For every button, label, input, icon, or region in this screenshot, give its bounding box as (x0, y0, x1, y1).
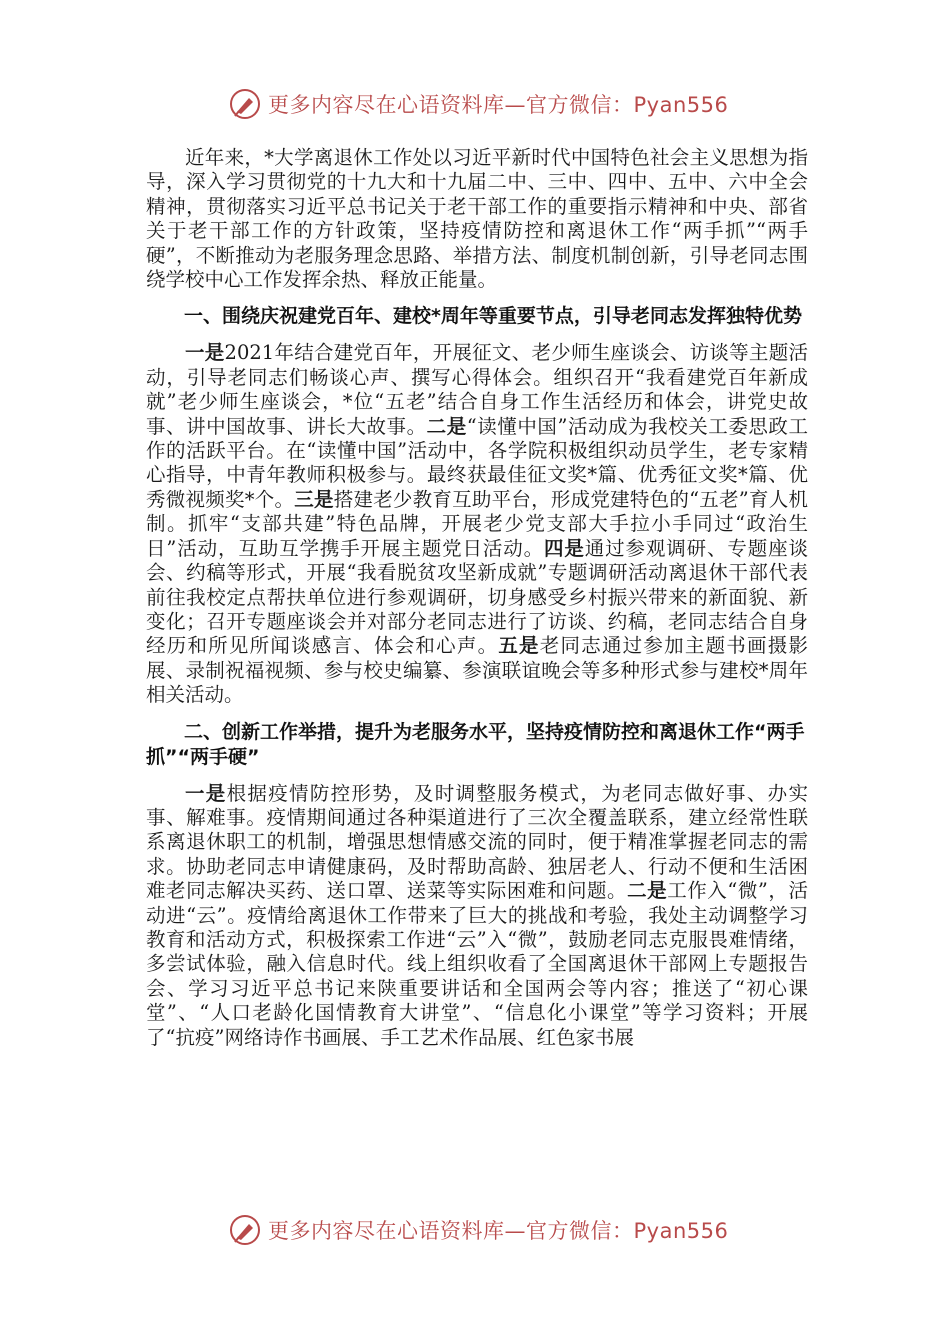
section-1-heading: 一、围绕庆祝建党百年、建校*周年等重要节点，引导老同志发挥独特优势 (184, 305, 802, 328)
document-body (146, 146, 808, 1050)
pen-nib-icon (228, 87, 262, 121)
paragraph-text: 搭建老少教育互助平台，形成党建特色的“五老”育人机制。抓牢“支部共建”特色品牌，开展老少党支部大手拉小手同过“政治生日”活动，互助互学携手开展主题党日活动。 (146, 487, 808, 560)
keyword: 二是 (627, 879, 668, 903)
keyword: 三是 (294, 487, 334, 511)
watermark-header (228, 84, 728, 124)
watermark-footer (228, 1210, 728, 1250)
intro-paragraph: 近年来，*大学离退休工作处以习近平新时代中国特色社会主义思想为指导，深入学习贯彻党的十九大和十九届二中、三中、四中、五中、六中全会精神，贯彻落实习近平总书记关于老干部工作的重要指示精神和中央、部省关于老干部工作的方针政策，坚持疫情防控和离退休工作“两手抓”“两手硬”，不断推动为老服务理念思路、举措方法、制度机制创新，引导老同志围绕学校中心工作发挥余热、释放正能量。 (146, 146, 808, 292)
paragraph-text: “读懂中国”活动成为我校关工委思政工作的活跃平台。在“读懂中国”活动中，各学院积极组织动员学生，老专家精心指导，中青年教师积极参与。最终获最佳征文奖*篇、优秀征文奖*篇、优秀微视频奖*个。 (146, 414, 808, 511)
watermark-text: 更多内容尽在心语资料库—官方微信：Pyan556 (268, 1219, 729, 1243)
paragraph-text: 老同志通过参加主题书画摄影展、录制祝福视频、参与校史编纂、参演联谊晚会等多种形式参与建校*周年相关活动。 (146, 634, 808, 707)
section-1-paragraph (146, 341, 808, 707)
watermark-text: 更多内容尽在心语资料库—官方微信：Pyan556 (268, 93, 729, 117)
keyword: 二是 (426, 414, 467, 438)
paragraph-text: 工作入“微”，活动进“云”。疫情给离退休工作带来了巨大的挑战和考验，我处主动调整学习教育和活动方式，积极探索工作进“云”入“微”，鼓励老同志克服畏难情绪，多尝试体验，融入信息时代。线上组织收看了全国离退休干部网上专题报告会、学习习近平总书记来陕重要讲话和全国两会等内容；推送了“初心课堂”、“人口老龄化国情教育大讲堂”、“信息化小课堂”等学习资料；开展了“抗疫”网络诗作书画展、手工艺术作品展、红色家书展 (146, 879, 808, 1049)
paragraph-text: 通过参观调研、专题座谈会、约稿等形式，开展“我看脱贫攻坚新成就”专题调研活动离退休干部代表前往我校定点帮扶单位进行参观调研，切身感受乡村振兴带来的新面貌、新变化；召开专题座谈会并对部分老同志进行了访谈、约稿，老同志结合自身经历和所见所闻谈感言、体会和心声。 (146, 536, 808, 658)
keyword: 四是 (543, 536, 585, 560)
section-2-heading: 二、创新工作举措，提升为老服务水平，坚持疫情防控和离退休工作“两手抓”“两手硬” (146, 720, 805, 768)
paragraph-text: 2021年结合建党百年，开展征文、老少师生座谈会、访谈等主题活动，引导老同志们畅谈心声、撰写心得体会。组织召开“我看建党百年新成就”老少师生座谈会，*位“五老”结合自身工作生活经历和体会，讲党史故事、讲中国故事、讲长大故事。 (146, 341, 808, 438)
keyword: 五是 (498, 634, 540, 658)
keyword: 一是 (185, 341, 225, 365)
keyword: 一是 (185, 781, 227, 805)
pen-nib-icon (228, 1213, 262, 1247)
section-2-paragraph (146, 782, 808, 1050)
paragraph-text: 根据疫情防控形势，及时调整服务模式，为老同志做好事、办实事、解难事。疫情期间通过各种渠道进行了三次全覆盖联系，建立经常性联系离退休职工的机制，增强思想情感交流的同时，便于精准掌握老同志的需求。协助老同志申请健康码，及时帮助高龄、独居老人、行动不便和生活困难老同志解决买药、送口罩、送菜等实际困难和问题。 (146, 781, 808, 903)
